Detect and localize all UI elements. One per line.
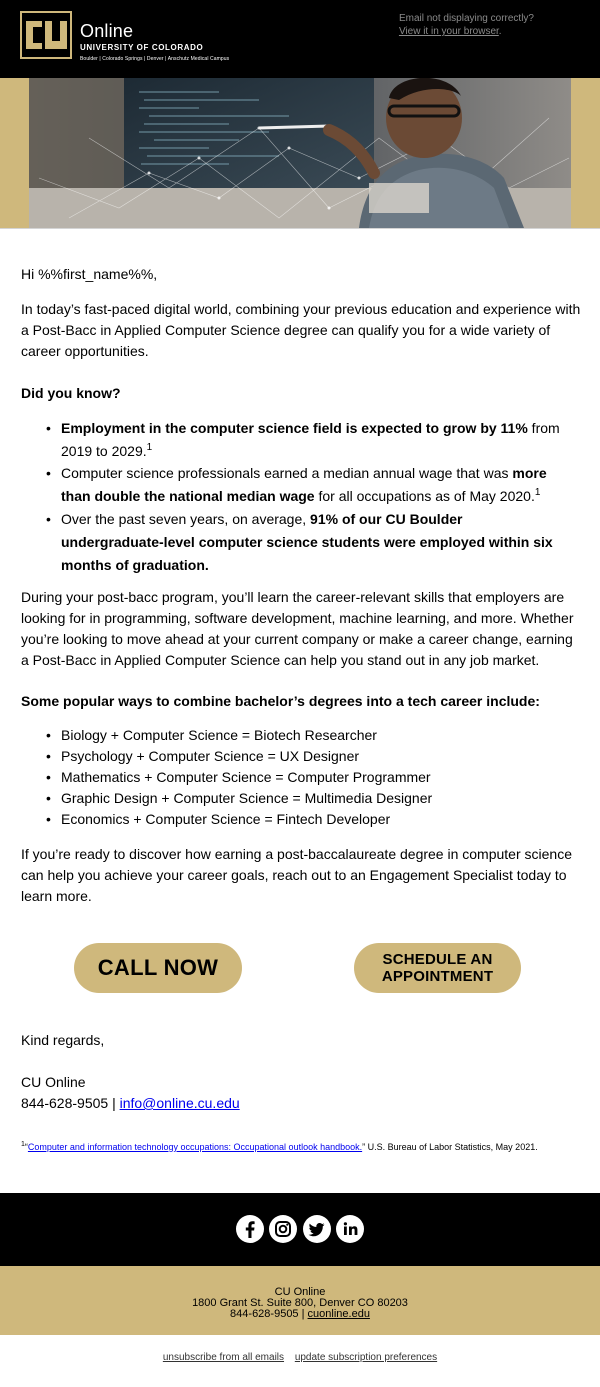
- brand-university: UNIVERSITY OF COLORADO: [80, 43, 204, 52]
- email-header: [0, 0, 600, 78]
- fact1-bold: Employment in the computer science field is expected to grow by 11%: [61, 420, 528, 436]
- fact-item-3: [21, 508, 561, 577]
- footer-phone: 844-628-9505: [230, 1308, 299, 1320]
- preheader-text: Email not displaying correctly?: [398, 13, 534, 24]
- combo-item: • Graphic Design + Computer Science = Multimedia Designer: [21, 788, 561, 809]
- contact-separator: |: [108, 1095, 120, 1111]
- contact-email-link[interactable]: info@online.cu.edu: [119, 1095, 240, 1111]
- greeting: Hi %%first_name%%,: [21, 266, 158, 282]
- fact1-rest: from 2019 to 2029.: [61, 420, 560, 459]
- combo-item: • Mathematics + Computer Science = Computer Programmer: [21, 767, 561, 788]
- unsubscribe-link[interactable]: unsubscribe from all emails: [162, 1352, 285, 1363]
- subscription-links: [0, 1352, 600, 1363]
- linkedin-icon[interactable]: [336, 1215, 364, 1243]
- view-in-browser-link[interactable]: View it in your browser: [398, 26, 499, 37]
- footer-contact: [0, 1309, 600, 1320]
- footnote-mark: 1: [534, 487, 541, 498]
- contact-line: [21, 1093, 581, 1114]
- footnote-mark: 1: [146, 442, 153, 453]
- preheader-period: .: [498, 26, 502, 37]
- schedule-appointment-button[interactable]: [354, 943, 521, 993]
- citation: [21, 1140, 581, 1154]
- intro-paragraph: In today’s fast-paced digital world, combining your previous education and experience with a Post-Bacc in Applied Computer Science degree can qualify you for a wide variety of career opportunities.: [21, 301, 581, 359]
- skills-paragraph: During your post-bacc program, you’ll learn the career-relevant skills that employers are looking for in programming, software development, machine learning, and more. Whether you’re looking to move ahead at your current company or make a career change, earning a Post-Bacc in Applied Computer Science can help you stand out in any job market.: [21, 589, 574, 668]
- fact-item-2: [21, 462, 561, 508]
- hero-image: [29, 78, 571, 228]
- hero-divider: [0, 228, 600, 229]
- schedule-label-line1: SCHEDULE AN: [382, 951, 493, 968]
- did-you-know-heading: Did you know?: [21, 385, 121, 401]
- call-now-label: CALL NOW: [97, 955, 219, 980]
- closing-paragraph: If you’re ready to discover how earning a post-baccalaureate degree in computer science can help you achieve your career goals, reach out to an Engagement Specialist today to learn more.: [21, 846, 572, 904]
- citation-mark: 1: [21, 1141, 25, 1148]
- facebook-icon[interactable]: [236, 1215, 264, 1243]
- instagram-icon[interactable]: [269, 1215, 297, 1243]
- popular-heading: Some popular ways to combine bachelor’s degrees into a tech career include:: [21, 693, 540, 709]
- footer-website-link[interactable]: cuonline.edu: [307, 1308, 370, 1320]
- twitter-icon[interactable]: [303, 1215, 331, 1243]
- facts-list: [21, 417, 561, 577]
- kind-regards: Kind regards,: [21, 1032, 105, 1048]
- brand-online: Online: [80, 21, 134, 41]
- contact-phone: 844-628-9505: [21, 1095, 109, 1111]
- footer-address: 1800 Grant St. Suite 800, Denver CO 80203: [192, 1297, 408, 1309]
- brand-campuses: Boulder | Colorado Springs | Denver | Anschutz Medical Campus: [80, 56, 230, 62]
- fact3-bold: 91% of our CU Boulder undergraduate-level computer science students were employed within six months of graduation.: [61, 511, 553, 573]
- combo-item: • Psychology + Computer Science = UX Designer: [21, 746, 561, 767]
- social-links: [236, 1215, 364, 1245]
- fact2-rest: for all occupations as of May 2020.: [314, 488, 535, 504]
- footer-org: CU Online: [274, 1286, 326, 1298]
- sender-name: CU Online: [21, 1074, 86, 1090]
- footer-separator: |: [298, 1308, 308, 1320]
- footer-address-block: [0, 1266, 600, 1335]
- citation-open-quote: “: [24, 1142, 28, 1152]
- schedule-label-line2: APPOINTMENT: [381, 968, 494, 985]
- fact2-pre: Computer science professionals earned a median annual wage that was: [61, 465, 513, 481]
- citation-rest: ” U.S. Bureau of Labor Statistics, May 2021.: [362, 1142, 538, 1152]
- preheader: [399, 12, 534, 38]
- career-combos-list: [21, 725, 561, 830]
- fact-item-1: [21, 417, 561, 463]
- call-now-button[interactable]: [74, 943, 242, 993]
- combo-item: • Biology + Computer Science = Biotech Researcher: [21, 725, 561, 746]
- fact3-pre: Over the past seven years, on average,: [61, 511, 311, 527]
- cu-logo-icon: [20, 11, 72, 59]
- combo-item: • Economics + Computer Science = Fintech Developer: [21, 809, 561, 830]
- citation-link[interactable]: Computer and information technology occupations: Occupational outlook handbook.: [27, 1142, 363, 1152]
- update-preferences-link[interactable]: update subscription preferences: [294, 1352, 438, 1363]
- fact2-bold: more than double the national median wage: [61, 465, 547, 504]
